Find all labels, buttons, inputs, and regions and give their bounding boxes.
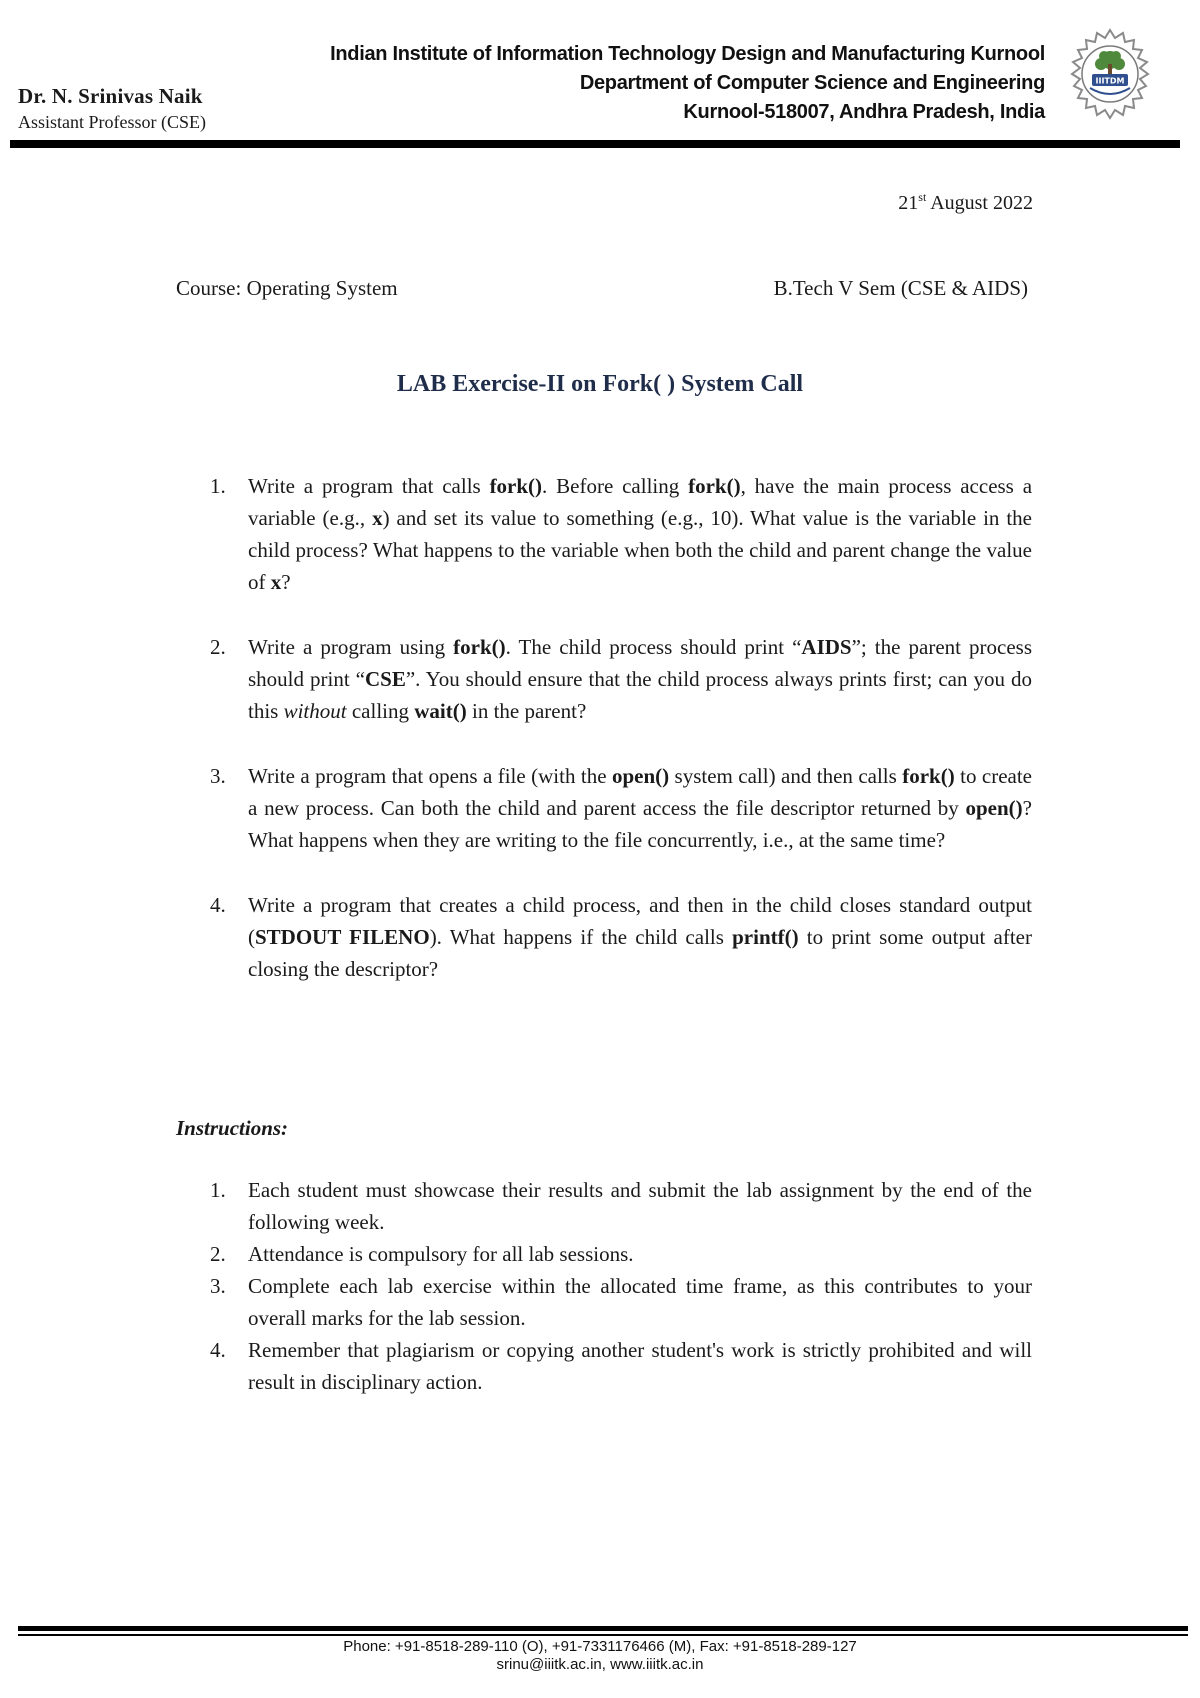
exercise-item [210, 631, 1033, 727]
code-term: x [270, 570, 282, 594]
code-term: fork() [902, 764, 955, 788]
institute-logo-icon [1060, 26, 1160, 126]
code-term: wait() [414, 699, 467, 723]
institute-name: Indian Institute of Information Technology Design and Manufacturing Kurnool [330, 43, 1045, 65]
course-name: Course: Operating System [176, 276, 398, 300]
author-title: Assistant Professor (CSE) [18, 112, 206, 132]
header-rule [10, 140, 1180, 148]
footer [0, 1638, 1200, 1674]
exercise-text: Write a program that opens a file (with the [248, 764, 612, 788]
code-term: fork() [688, 474, 741, 498]
code-term: CSE [364, 667, 406, 691]
exercise-text: to print some output after closing the descriptor? [248, 925, 1032, 981]
date-rest: August 2022 [930, 192, 1033, 214]
title-wrap [0, 371, 1200, 398]
department-name: Department of Computer Science and Engineering [579, 72, 1045, 94]
date-suffix: st [918, 190, 927, 204]
code-term: x [372, 506, 383, 530]
exercise-item [210, 470, 1033, 598]
author-name: Dr. N. Srinivas Naik [18, 84, 203, 108]
instruction-item [210, 1334, 1032, 1398]
exercise-text: calling [346, 699, 415, 723]
institute-block [330, 40, 1045, 127]
footer-rule-thick [18, 1626, 1188, 1631]
exercise-text: Write a program that creates a child process, and then in the child closes standard output ( [248, 893, 1032, 949]
code-term: open() [965, 796, 1023, 820]
lab-title: LAB Exercise-II on Fork( ) System Call [396, 371, 804, 397]
exercise-text: system call) and then calls [669, 764, 903, 788]
emphasis-term: without [283, 699, 347, 723]
instruction-number: 2. [210, 1242, 226, 1266]
code-term: printf() [732, 925, 799, 949]
instructions-list [210, 1174, 1032, 1398]
exercise-number: 2. [210, 635, 226, 659]
exercise-number: 1. [210, 474, 226, 498]
instruction-number: 1. [210, 1178, 226, 1202]
institute-address: Kurnool-518007, Andhra Pradesh, India [683, 101, 1045, 123]
footer-web: srinu@iiitk.ac.in, www.iiitk.ac.in [496, 1656, 704, 1673]
exercise-text: , have the main process access a variable (e.g., [248, 474, 1033, 530]
exercise-item [210, 760, 1032, 856]
logo-text: IIITDM [1095, 76, 1125, 86]
footer-rule-thin [18, 1634, 1188, 1636]
instruction-text: Complete each lab exercise within the allocated time frame, as this contributes to your overall marks for the lab session. [248, 1274, 1032, 1330]
footer-phone: Phone: +91-8518-289-110 (O), +91-7331176466 (M), Fax: +91-8518-289-127 [343, 1638, 857, 1655]
exercise-number: 3. [210, 764, 226, 788]
exercise-text: ) and set its value to something (e.g., 10). What value is the variable in the child process? What happens to the variable when both the child and parent change the value of [248, 506, 1032, 594]
instruction-item [210, 1238, 1032, 1270]
exercise-text: ”; the parent process should print “ [248, 635, 1033, 691]
exercise-text: . The child process should print “ [505, 635, 802, 659]
instruction-text: Attendance is compulsory for all lab sessions. [248, 1242, 634, 1266]
exercise-item [210, 889, 1032, 985]
date-day: 21 [898, 192, 919, 214]
author-block [18, 84, 206, 133]
exercise-text: . Before calling [542, 474, 689, 498]
instruction-text: Remember that plagiarism or copying another student's work is strictly prohibited and will result in disciplinary action. [248, 1338, 1032, 1394]
exercise-text: ? What happens when they are writing to the file concurrently, i.e., at the same time? [248, 796, 1032, 852]
exercise-text: ). What happens if the child calls [429, 925, 733, 949]
code-term: open() [611, 764, 670, 788]
instructions-heading: Instructions: [176, 1116, 289, 1140]
exercise-text: Write a program that calls [248, 474, 490, 498]
exercise-text: ”. You should ensure that the child process always prints first; can you do this [248, 667, 1032, 723]
code-term: AIDS [801, 635, 852, 659]
instruction-number: 4. [210, 1338, 226, 1362]
exercise-text: in the parent? [466, 699, 587, 723]
exercise-text: Write a program using [248, 635, 454, 659]
exercise-list [210, 470, 1033, 1018]
instruction-item [210, 1270, 1032, 1334]
instruction-item [210, 1174, 1032, 1238]
code-term: STDOUT FILENO [255, 925, 430, 949]
exercise-text: to create a new process. Can both the child and parent access the file descriptor returned by [248, 764, 1032, 820]
instruction-text: Each student must showcase their results and submit the lab assignment by the end of the following week. [248, 1178, 1032, 1234]
code-term: fork() [489, 474, 543, 498]
exercise-number: 4. [210, 893, 226, 917]
instruction-number: 3. [210, 1274, 226, 1298]
document-date [898, 190, 1033, 215]
exercise-text: ? [281, 570, 291, 594]
code-term: fork() [453, 635, 506, 659]
program-name: B.Tech V Sem (CSE & AIDS) [773, 276, 1028, 300]
